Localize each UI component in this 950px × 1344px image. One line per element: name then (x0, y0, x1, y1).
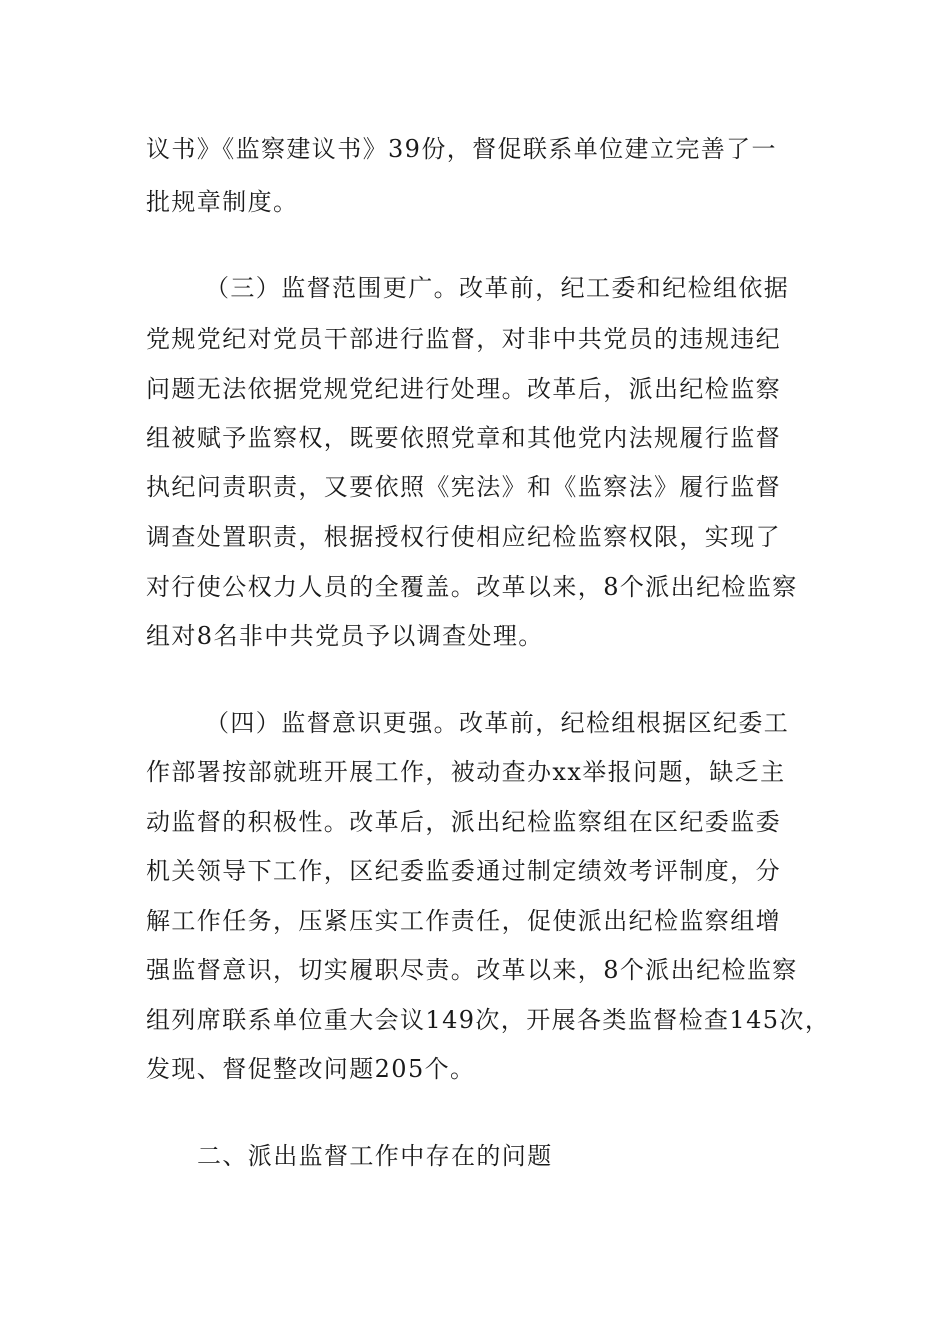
section-3-line-1: （三）监督范围更广。改革前，纪工委和纪检组依据 (205, 274, 790, 302)
paragraph-continued-line-1: 议书》《监察建议书》39份，督促联系单位建立完善了一 (146, 135, 777, 163)
section-3-line-8: 组对8名非中共党员予以调查处理。 (146, 622, 544, 650)
section-4-line-1: （四）监督意识更强。改革前，纪检组根据区纪委工 (205, 709, 790, 737)
section-3-line-6: 调查处置职责，根据授权行使相应纪检监察权限，实现了 (146, 523, 781, 551)
section-3-line-3: 问题无法依据党规党纪进行处理。改革后，派出纪检监察 (146, 375, 781, 403)
section-heading: 二、派出监督工作中存在的问题 (197, 1142, 553, 1170)
section-3-line-4: 组被赋予监察权，既要依照党章和其他党内法规履行监督 (146, 424, 781, 452)
section-3-line-7: 对行使公权力人员的全覆盖。改革以来，8个派出纪检监察 (146, 573, 798, 601)
section-4-line-5: 解工作任务，压紧压实工作责任，促使派出纪检监察组增 (146, 907, 781, 935)
section-4-line-6: 强监督意识，切实履职尽责。改革以来，8个派出纪检监察 (146, 956, 798, 984)
section-4-line-7: 组列席联系单位重大会议149次，开展各类监督检查145次， (146, 1006, 831, 1034)
paragraph-continued-line-2: 批规章制度。 (146, 188, 299, 216)
section-4-line-8: 发现、督促整改问题205个。 (146, 1055, 476, 1083)
section-4-line-3: 动监督的积极性。改革后，派出纪检监察组在区纪委监委 (146, 808, 781, 836)
section-3-line-2: 党规党纪对党员干部进行监督，对非中共党员的违规违纪 (146, 325, 781, 353)
section-3-line-5: 执纪问责职责，又要依照《宪法》和《监察法》履行监督 (146, 473, 781, 501)
section-4-line-2: 作部署按部就班开展工作，被动查办xx举报问题，缺乏主 (146, 758, 786, 786)
section-4-line-4: 机关领导下工作，区纪委监委通过制定绩效考评制度，分 (146, 857, 781, 885)
